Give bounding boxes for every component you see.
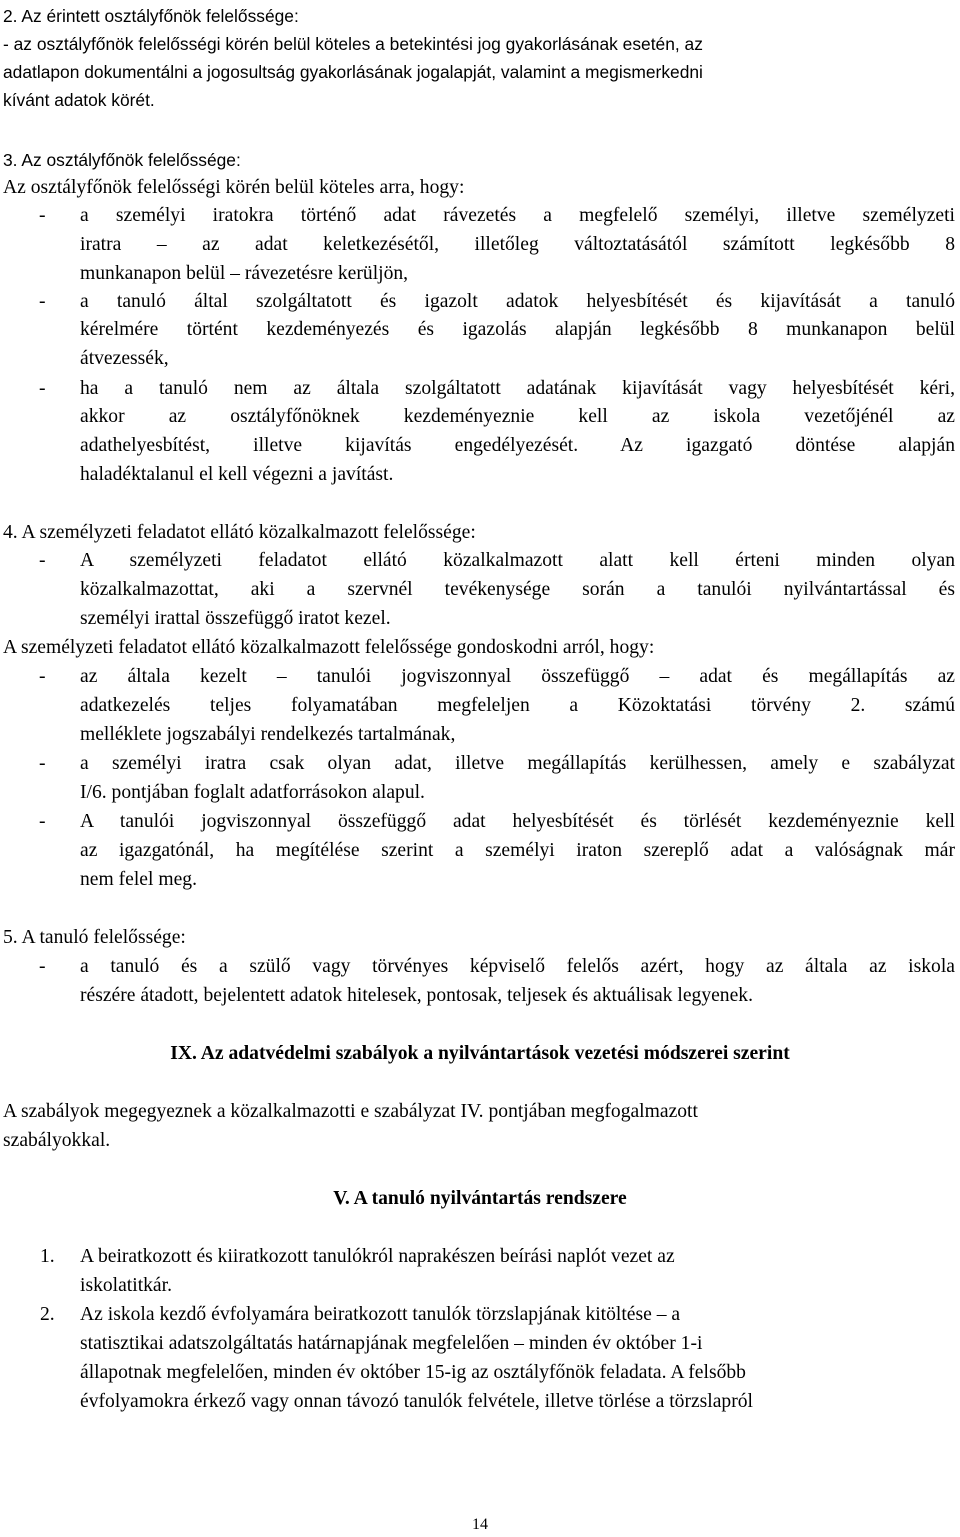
bullet-line: ha a tanuló nem az általa szolgáltatott adatának kijavítását vagy helyesbítését kéri, — [80, 378, 955, 399]
bullet-dash: - — [39, 666, 46, 687]
bullet-dash: - — [39, 550, 46, 571]
heading-v: V. A tanuló nyilvántartás rendszere — [333, 1188, 627, 1209]
bullet-dash: - — [39, 753, 46, 774]
bullet-line: A személyzeti feladatot ellátó közalkalmazott alatt kell érteni minden olyan — [80, 550, 955, 571]
bullet-line: az igazgatónál, ha megítélése szerint a személyi iraton szereplő adat a valóságnak már — [80, 840, 955, 861]
heading-ix: IX. Az adatvédelmi szabályok a nyilvántartások vezetési módszerei szerint — [170, 1043, 790, 1064]
bullet-dash: - — [39, 956, 46, 977]
bullet-line: a tanuló és a szülő vagy törvényes képviselő felelős azért, hogy az általa az iskola — [80, 956, 955, 977]
bullet-line: részére átadott, bejelentett adatok hitelesek, pontosak, teljesek és aktuálisak legyenek. — [80, 985, 753, 1006]
bullet-dash: - — [39, 291, 46, 312]
bullet-line: munkanapon belül – rávezetésre kerüljön, — [80, 263, 409, 284]
section-2-line: - az osztályfőnök felelősségi körén belül köteles a betekintési jog gyakorlásának esetén, az — [3, 34, 703, 54]
list-item-line: Az iskola kezdő évfolyamára beiratkozott tanulók törzslapjának kitöltése – a — [80, 1304, 681, 1325]
bullet-line: A tanulói jogviszonnyal összefüggő adat helyesbítését és törlését kezdeményeznie kell — [80, 811, 955, 832]
bullet-line: I/6. pontjában foglalt adatforrásokon alapul. — [80, 782, 425, 803]
section-5-title: 5. A tanuló felelőssége: — [3, 927, 186, 948]
list-item-line: iskolatitkár. — [80, 1275, 172, 1296]
bullet-line: a tanuló által szolgáltatott és igazolt adatok helyesbítését és kijavítását a tanuló — [80, 291, 955, 312]
bullet-dash: - — [39, 811, 46, 832]
section-3-intro: Az osztályfőnök felelősségi körén belül köteles arra, hogy: — [3, 177, 465, 198]
bullet-line: melléklete jogszabályi rendelkezés tartalmának, — [80, 724, 456, 745]
section-2-line: kívánt adatok körét. — [3, 90, 155, 110]
list-item-line: évfolyamokra érkező vagy onnan távozó tanulók felvétele, illetve törlése a törzslapról — [80, 1391, 753, 1412]
section-2-line: adatlapon dokumentálni a jogosultság gyakorlásának jogalapját, valamint a megismerkedni — [3, 62, 703, 82]
bullet-line: személyi irattal összefüggő iratot kezel. — [80, 608, 391, 629]
bullet-line: nem felel meg. — [80, 869, 197, 890]
paragraph-line: A szabályok megegyeznek a közalkalmazotti e szabályzat IV. pontjában megfogalmazott — [3, 1101, 698, 1122]
bullet-dash: - — [39, 378, 46, 399]
section-2-title: 2. Az érintett osztályfőnök felelőssége: — [3, 6, 299, 26]
bullet-line: adathelyesbítést, illetve kijavítás engedélyezését. Az igazgató döntése alapján — [80, 435, 955, 456]
list-item-line: statisztikai adatszolgáltatás határnapjának megfelelően – minden év október 1-i — [80, 1333, 703, 1354]
bullet-line: az általa kezelt – tanulói jogviszonnyal összefüggő – adat és megállapítás az — [80, 666, 955, 687]
bullet-line: iratra – az adat keletkezésétől, illetőleg változtatásától számított legkésőbb 8 — [80, 234, 955, 255]
list-item-line: A beiratkozott és kiiratkozott tanulókról naprakészen beírási naplót vezet az — [80, 1246, 675, 1267]
bullet-line: adatkezelés teljes folyamatában megfeleljen a Közoktatási törvény 2. számú — [80, 695, 955, 716]
bullet-line: a személyi iratokra történő adat rávezetés a megfelelő személyi, illetve személyzeti — [80, 205, 955, 226]
bullet-line: kérelmére történt kezdeményezés és igazolás alapján legkésőbb 8 munkanapon belül — [80, 319, 955, 340]
section-4-intro: A személyzeti feladatot ellátó közalkalmazott felelőssége gondoskodni arról, hogy: — [3, 637, 655, 658]
bullet-dash: - — [39, 205, 46, 226]
list-item-line: állapotnak megfelelően, minden év október 15-ig az osztályfőnök feladata. A felsőbb — [80, 1362, 746, 1383]
list-number: 2. — [40, 1304, 55, 1325]
section-4-title: 4. A személyzeti feladatot ellátó közalkalmazott felelőssége: — [3, 522, 476, 543]
paragraph-line: szabályokkal. — [3, 1130, 111, 1151]
bullet-line: akkor az osztályfőnöknek kezdeményeznie kell az iskola vezetőjénél az — [80, 406, 955, 427]
section-3-title: 3. Az osztályfőnök felelőssége: — [3, 150, 241, 170]
bullet-line: közalkalmazottat, aki a szervnél tevékenysége során a tanulói nyilvántartással és — [80, 579, 955, 600]
page-number: 14 — [472, 1516, 488, 1533]
bullet-line: haladéktalanul el kell végezni a javítást. — [80, 464, 394, 485]
list-number: 1. — [40, 1246, 55, 1267]
bullet-line: átvezessék, — [80, 348, 169, 369]
bullet-line: a személyi iratra csak olyan adat, illetve megállapítás kerülhessen, amely e szabályzat — [80, 753, 955, 774]
